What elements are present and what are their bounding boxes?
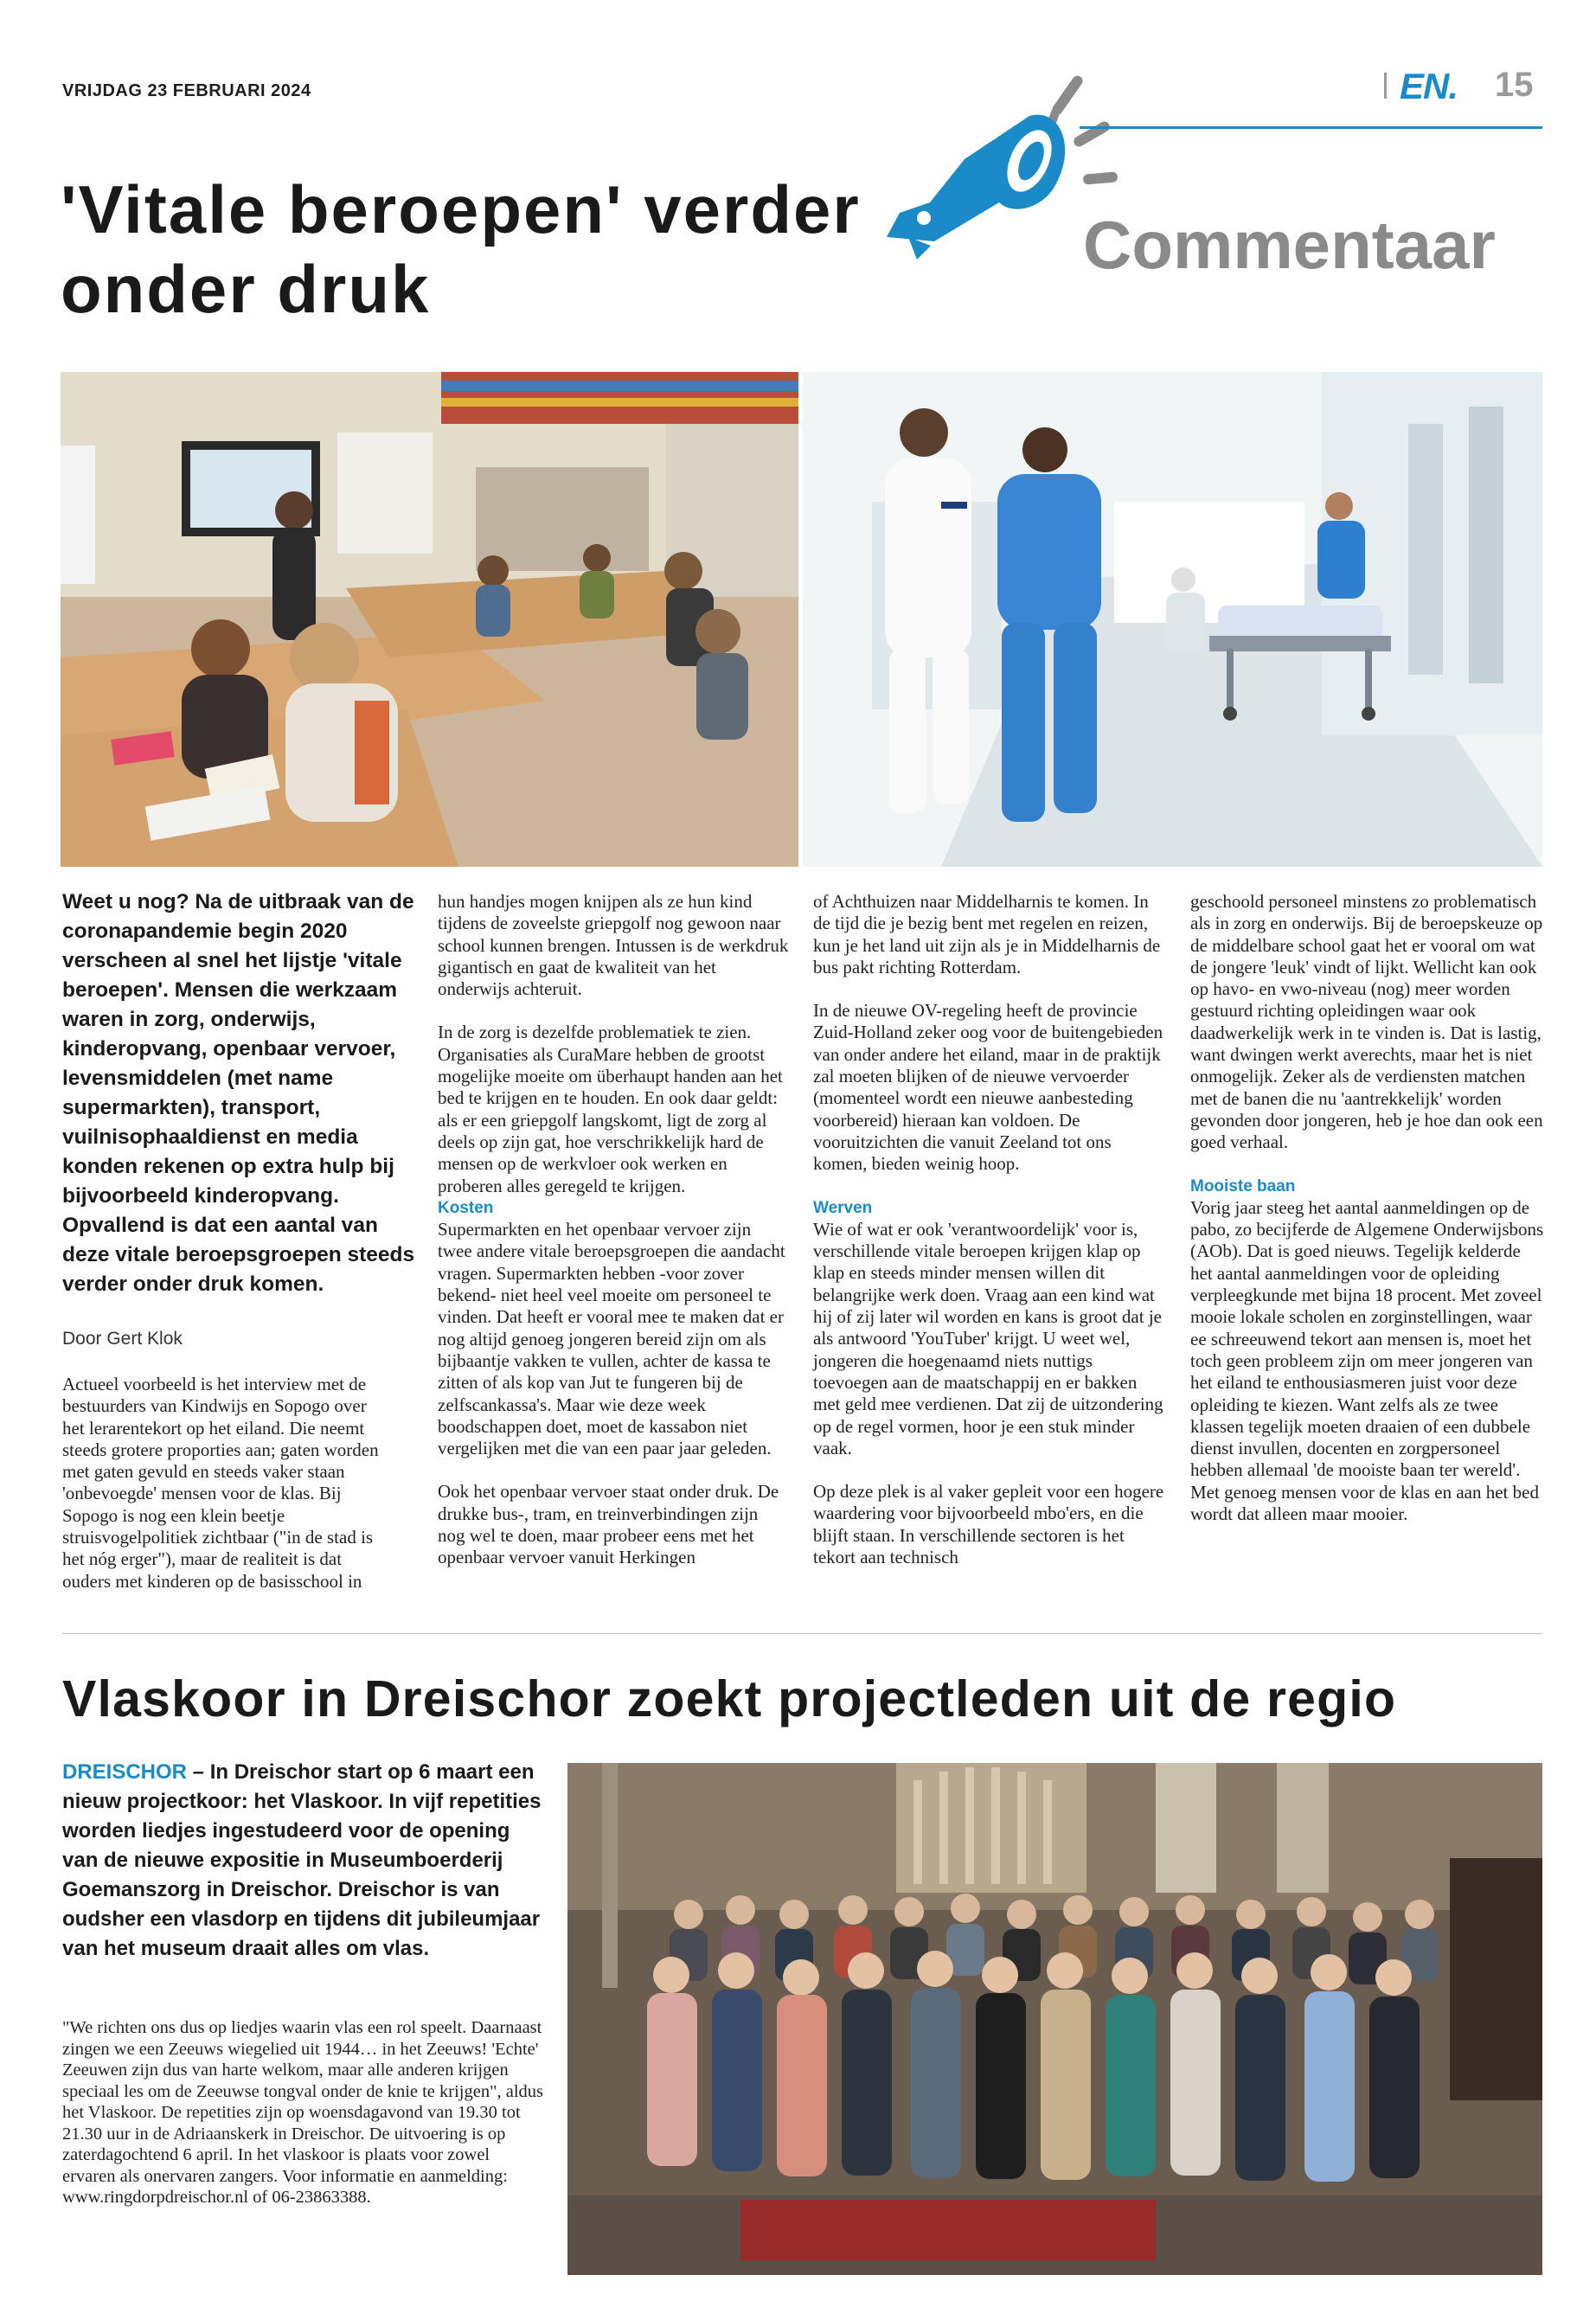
header-divider <box>1384 73 1401 99</box>
paragraph: geschoold personeel minstens zo problematisch als in zorg en onderwijs. Bij de beroepskeuze op de middelbare school gaat het er vooral om wat de jongere 'leuk' vindt of lijkt. Wellicht kan ook op havo- en vwo-niveau (nog) meer worden gestuurd richting opleidingen waar ook daadwerkelijk werk in te vinden is. Dat is lastig, want dwingen werkt averechts, maar het is niet onmogelijk. Zeker als de verdiensten matchen met de banen die nu 'aantrekkelijk' worden gevonden door jongeren, heb je hoe dan ook een goed verhaal. <box>1190 891 1543 1153</box>
classroom-photo <box>61 372 798 867</box>
page-number: 15 <box>1495 66 1534 104</box>
subheading-kosten: Kosten <box>438 1198 494 1217</box>
publication-logo: EN. <box>1400 66 1458 106</box>
article-column-2 <box>438 891 789 1591</box>
article-intro-2 <box>62 1758 547 1964</box>
article-divider <box>62 1633 1542 1634</box>
paragraph: of Achthuizen naar Middelharnis te komen. In de tijd die je bezig bent met regelen en reizen, kun je het land uit zijn als je in Middelharnis de bus pakt richting Rotterdam. <box>813 891 1161 977</box>
article-column-1 <box>62 1374 389 1614</box>
paragraph: hun handjes mogen knijpen als ze hun kind tijdens de zoveelste griepgolf nog gewoon naar school kunnen brengen. Intussen is de werkdruk gigantisch en gaat de kwaliteit van het onderwijs achteruit. <box>438 891 789 1000</box>
article-body-2: "We richten ons dus op liedjes waarin vlas een rol speelt. Daarnaast zingen we een Zeeuws wiegelied uit 1944… in het Zeeuws! 'Echte' Zeeuwen zijn dus van harte welkom, maar alle anderen krijgen speciaal les om de Zeeuwse tongval onder de knie te krijgen", aldus het Vlaskoor. De repetities zijn op woensdagavond van 19.30 tot 21.30 uur in de Adriaanskerk in Dreischor. De uitvoering is op zaterdagochtend 6 april. In het vlaskoor is plaats voor zowel ervaren als onervaren zangers. Voor informatie en aanmelding: www.ringdorpdreischor.nl of 06-23863388. <box>62 2018 543 2207</box>
article-column-3 <box>813 891 1168 1590</box>
subheading-werven: Werven <box>813 1198 873 1217</box>
paragraph: Ook het openbaar vervoer staat onder druk. De drukke bus-, tram, en treinverbindingen zijn nog wel te doen, maar probeer eens met het openbaar vervoer vanuit Herkingen <box>438 1481 779 1568</box>
paragraph: Actueel voorbeeld is het interview met de bestuurders van Kindwijs en Sopogo over het lerarentekort op het eiland. Die neemt steeds grotere proporties aan; gaten worden met gaten gevuld en steeds vaker staan 'onbevoegde' mensen voor de klas. Bij Sopogo is nog een klein beetje struisvogelpolitiek zichtbaar ("in de stad is het nóg erger"), maar de realiteit is dat ouders met kinderen op de basisschool in <box>62 1374 379 1592</box>
paragraph: In de nieuwe OV-regeling heeft de provincie Zuid-Holland zeker oog voor de buitengebieden van onder andere het eiland, maar in de praktijk zal moeten blijken of de nieuwe vervoerder (momenteel wordt een nieuwe aanbesteding voorbereid) hieraan kan voldoen. De vooruitzichten die vanuit Zeeland tot ons komen, bieden weinig hoop. <box>813 1000 1163 1175</box>
article-intro: Weet u nog? Na de uitbraak van de coronapandemie begin 2020 verscheen al snel het lijstje 'vitale beroepen'. Mensen die werkzaam waren in zorg, onderwijs, kinderopvang, openbaar vervoer, levensmiddelen (met name supermarkten), transport, vuilnisophaaldienst en media konden rekenen op extra hulp bij bijvoorbeeld kinderopvang. Opvallend is dat een aantal van deze vitale beroepsgroepen steeds verder onder druk komen. <box>62 890 415 1296</box>
paragraph: Wie of wat er ook 'verantwoordelijk' voor is, verschillende vitale beroepen krijgen klap op klap en steeds minder mensen willen dit belangrijke werk doen. Vraag aan een kind wat hij of zij later wil worden en kans is groot dat je als antwoord 'YouTuber' krijgt. U weet wel, jongeren die hoegenaamd niets nuttigs toevoegen aan de maatschappij en er bakken met geld mee verdienen. Dat zij de uitzondering op de regel vormen, hoor je een stuk minder vaak. <box>813 1218 1163 1458</box>
section-title: Commentaar <box>1083 207 1496 283</box>
choir-photo <box>567 1763 1542 2275</box>
paragraph: Vorig jaar steeg het aantal aanmeldingen op de pabo, zo becijferde de Algemene Onderwijsbons (AOb). Dat is goed nieuws. Tegelijk kelderde het aantal aanmeldingen voor de opleiding verpleegkunde met bijna 18 procent. Met zoveel mooie lokale scholen en zorginstellingen, waar ee schreeuwend tekort aan mensen is, moet het toch geen probleem zijn om meer jongeren van het eiland te enthousiasmeren juist voor deze opleiding te kiezen. Want zelfs als ze twee klassen tegelijk moeten draaien of een dubbele dienst invullen, docenten en zorgpersoneel hebben allemaal 'de mooiste baan ter wereld'. Met genoeg mensen voor de klas en aan het bed wordt dat alleen maar mooier. <box>1190 1196 1544 1525</box>
issue-date: VRIJDAG 23 FEBRUARI 2024 <box>62 81 311 100</box>
hospital-photo <box>803 372 1542 867</box>
paragraph: In de zorg is dezelfde problematiek te zien. Organisaties als CuraMare hebben de grootst mogelijke moeite om überhaupt handen aan het bed te krijgen en te houden. En ook daar geldt: als er een griepgolf langskomt, ligt de zorg al deels op zijn gat, hoe verschrikkelijk hard de mensen op de werkvloer ook werken en proberen alles geregeld te krijgen. <box>438 1022 783 1196</box>
paragraph: Op deze plek is al vaker gepleit voor een hogere waardering voor bijvoorbeeld mbo'ers, en die blijft staan. In verschillende sectoren is het tekort aan technisch <box>813 1481 1164 1568</box>
article-column-4 <box>1190 891 1545 1547</box>
subheading-mooiste-baan: Mooiste baan <box>1190 1176 1296 1195</box>
article-headline: 'Vitale beroepen' verder onder druk <box>61 171 861 327</box>
section-rule <box>1080 126 1542 129</box>
dateline-place: DREISCHOR <box>62 1760 188 1784</box>
article-headline-2: Vlaskoor in Dreischor zoekt projectleden uit de regio <box>62 1670 1397 1727</box>
paragraph: Supermarkten en het openbaar vervoer zijn twee andere vitale beroepsgroepen die aandacht vragen. Supermarkten hebben -voor zover bekend- niet heel veel moeite om personeel te vinden. Dat heeft er vooral mee te maken dat er nog altijd genoeg jongeren bereid zijn om als bijbaantje vakken te vullen, achter de kassa te zitten of als kop van Jut te fungeren bij de zelfscankassa's. Maar wie deze week boodschappen doet, moet de kassabon niet vergelijken met die van een paar jaar geleden. <box>438 1219 785 1459</box>
intro-text: – In Dreischor start op 6 maart een nieuw projectkoor: het Vlaskoor. In vijf repetities worden liedjes ingestudeerd voor de opening van de nieuwe expositie in Museumboerderij Goemanszorg in Dreischor. Dreischor is van oudsher een vlasdorp en tijdens dit jubileumjaar van het museum draait alles om vlas. <box>62 1760 542 1960</box>
article-byline: Door Gert Klok <box>62 1329 183 1349</box>
